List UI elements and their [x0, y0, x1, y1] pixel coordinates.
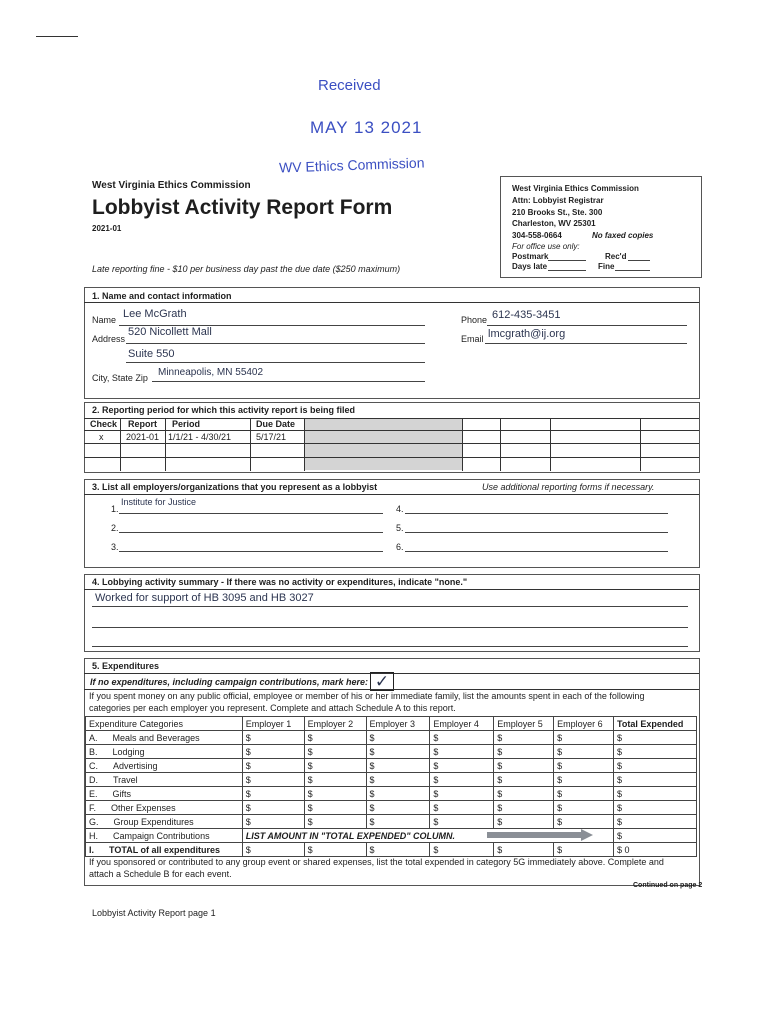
row-letter: A. [89, 732, 98, 743]
check-value[interactable]: x [99, 432, 104, 442]
table-row [86, 815, 697, 829]
amount-cell[interactable]: $ [304, 759, 366, 773]
row-label: TOTAL of all expenditures [109, 844, 221, 855]
amount-cell[interactable]: $ [494, 815, 554, 829]
grid-line [84, 457, 699, 458]
row-letter: C. [89, 760, 98, 771]
header-cell: Employer 3 [366, 717, 430, 731]
amount-cell[interactable]: $ [242, 759, 304, 773]
section3-heading: 3. List all employers/organizations that you represent as a lobbyist [92, 482, 378, 492]
grid-line [84, 443, 699, 444]
amount-cell[interactable]: $ [242, 787, 304, 801]
category-cell [86, 731, 243, 745]
table-row [86, 843, 697, 857]
address-line: Attn: Lobbyist Registrar [512, 196, 604, 205]
category-cell [86, 843, 243, 857]
days-late-line [548, 270, 586, 271]
total-cell[interactable]: $ [614, 815, 697, 829]
amount-cell[interactable]: $ [494, 745, 554, 759]
employer-line [405, 532, 668, 533]
address-phone: 304-558-0664 [512, 231, 562, 240]
top-mark [36, 36, 78, 37]
grid-line [462, 418, 463, 471]
amount-cell[interactable]: $ [366, 815, 430, 829]
grid-line [500, 418, 501, 471]
row-label: Lodging [112, 746, 145, 757]
employer-line [119, 532, 383, 533]
amount-cell[interactable]: $ [554, 843, 614, 857]
page-title: Lobbyist Activity Report Form [92, 196, 393, 219]
expenditure-table [85, 716, 697, 857]
address-line: Charleston, WV 25301 [512, 219, 596, 228]
phone-label: Phone [461, 315, 488, 325]
employer-number: 1. [111, 504, 119, 514]
row-label: Advertising [113, 760, 158, 771]
category-cell [86, 829, 243, 843]
email-underline [485, 343, 687, 344]
recd-line [628, 260, 650, 261]
category-cell [86, 759, 243, 773]
page-footer: Lobbyist Activity Report page 1 [92, 908, 216, 918]
name-field[interactable]: Lee McGrath [123, 308, 187, 320]
activity-summary[interactable]: Worked for support of HB 3095 and HB 3027 [95, 592, 314, 604]
amount-cell[interactable]: $ [242, 801, 304, 815]
amount-cell[interactable]: $ [366, 843, 430, 857]
campaign-note: LIST AMOUNT IN "TOTAL EXPENDED" COLUMN. [245, 830, 455, 841]
arrow-head-icon [581, 829, 593, 841]
grid-line [165, 418, 166, 471]
category-cell [86, 773, 243, 787]
no-expenditures-label: If no expenditures, including campaign contributions, mark here: [90, 677, 369, 687]
email-label: Email [461, 334, 484, 344]
amount-cell[interactable]: $ [554, 773, 614, 787]
employer-number: 6. [396, 542, 404, 552]
office-use-label: For office use only: [512, 242, 580, 251]
amount-cell[interactable]: $ [304, 815, 366, 829]
table-header-row [86, 717, 697, 731]
instructions: categories per each employer you represent. Complete and attach Schedule A to this report. [89, 703, 456, 713]
employer-number: 5. [396, 523, 404, 533]
section1-rule [84, 302, 699, 303]
arrow-icon [487, 832, 581, 838]
summary-line [92, 646, 688, 647]
late-fine-note: Late reporting fine - $10 per business day past the due date ($250 maximum) [92, 264, 401, 274]
amount-cell[interactable]: $ [242, 815, 304, 829]
amount-cell[interactable]: $ [430, 731, 494, 745]
section3-rule [84, 494, 699, 495]
amount-cell[interactable]: $ [304, 731, 366, 745]
grid-line [84, 430, 699, 431]
org-name: West Virginia Ethics Commission [92, 180, 251, 191]
employer-1-field[interactable]: Institute for Justice [121, 497, 197, 507]
row-label: Group Expenditures [113, 816, 194, 827]
email-field[interactable]: lmcgrath@ij.org [488, 328, 566, 340]
row-label: Other Expenses [111, 802, 176, 813]
amount-cell[interactable]: $ [366, 773, 430, 787]
amount-cell[interactable]: $ [430, 773, 494, 787]
header-cell: Employer 4 [430, 717, 494, 731]
instructions: If you spent money on any public official, employee or member of his or her immediate family, list the amounts spent in each of the following [89, 691, 645, 701]
table-row [86, 745, 697, 759]
amount-cell[interactable]: $ [494, 843, 554, 857]
total-cell[interactable]: $ [614, 759, 697, 773]
total-cell[interactable]: $ [614, 801, 697, 815]
grid-line [250, 418, 251, 471]
table-row [86, 731, 697, 745]
amount-cell[interactable]: $ [554, 745, 614, 759]
amount-cell[interactable]: $ [304, 745, 366, 759]
days-late-label: Days late [512, 262, 548, 271]
amount-cell[interactable]: $ [366, 801, 430, 815]
phone-field[interactable]: 612-435-3451 [492, 309, 561, 321]
total-cell[interactable]: $ [614, 829, 697, 843]
amount-cell[interactable]: $ [366, 731, 430, 745]
table-row [86, 773, 697, 787]
continued-note: Continued on page 2 [633, 882, 703, 889]
header-cell: Total Expended [614, 717, 697, 731]
amount-cell[interactable]: $ [366, 759, 430, 773]
header-cell: Expenditure Categories [86, 717, 243, 731]
name-label: Name [92, 315, 117, 325]
city-field[interactable]: Minneapolis, MN 55402 [158, 367, 264, 378]
amount-cell[interactable]: $ [494, 801, 554, 815]
amount-cell[interactable]: $ [242, 773, 304, 787]
amount-cell[interactable]: $ [430, 815, 494, 829]
amount-cell[interactable]: $ [554, 801, 614, 815]
report-value: 2021-01 [126, 432, 160, 442]
grid-line [640, 418, 641, 471]
address-label: Address [92, 334, 126, 344]
row-letter: F. [89, 802, 97, 813]
group-event-note: attach a Schedule B for each event. [89, 869, 232, 879]
total-cell[interactable]: $ [614, 773, 697, 787]
grid-line [304, 418, 305, 471]
address2-underline [126, 362, 425, 363]
group-event-note: If you sponsored or contributed to any group event or shared expenses, list the total expended in category 5G immediately above. Complete and [89, 857, 664, 867]
amount-cell[interactable]: $ [242, 843, 304, 857]
col-period: Period [172, 419, 201, 429]
section4-heading: 4. Lobbying activity summary - If there was no activity or expenditures, indicate "none." [92, 577, 468, 587]
amount-cell[interactable]: $ [554, 787, 614, 801]
col-due-date: Due Date [256, 419, 296, 429]
employer-line [405, 551, 668, 552]
amount-cell[interactable]: $ [366, 787, 430, 801]
form-id: 2021-01 [92, 224, 122, 233]
amount-cell[interactable]: $ [494, 759, 554, 773]
row-letter: D. [89, 774, 98, 785]
amount-cell[interactable]: $ [494, 787, 554, 801]
grid-line [120, 418, 121, 471]
row-letter: E. [89, 788, 98, 799]
commission-stamp: WV Ethics Commission [278, 154, 425, 176]
postmark-line [548, 260, 586, 261]
category-cell [86, 801, 243, 815]
row-label: Gifts [112, 788, 132, 799]
section5-heading: 5. Expenditures [92, 661, 160, 671]
amount-cell[interactable]: $ [430, 787, 494, 801]
amount-cell[interactable]: $ [242, 745, 304, 759]
table-row [86, 829, 697, 843]
city-underline [152, 381, 425, 382]
received-stamp: Received [318, 77, 381, 94]
amount-cell[interactable]: $ [430, 745, 494, 759]
header-cell: Employer 2 [304, 717, 366, 731]
summary-line [92, 606, 688, 607]
header-cell: Employer 1 [242, 717, 304, 731]
category-cell [86, 745, 243, 759]
amount-cell[interactable]: $ [304, 843, 366, 857]
address-field-2[interactable]: Suite 550 [128, 348, 175, 360]
section4-rule [84, 589, 699, 590]
header-cell: Employer 6 [554, 717, 614, 731]
amount-cell[interactable]: $ [430, 843, 494, 857]
category-cell [86, 787, 243, 801]
col-check: Check [90, 419, 118, 429]
amount-cell[interactable]: $ [304, 801, 366, 815]
col-report: Report [128, 419, 157, 429]
no-fax-note: No faxed copies [592, 231, 654, 240]
campaign-note-cell [242, 829, 613, 843]
address-underline [126, 343, 425, 344]
address-field[interactable]: 520 Nicollett Mall [128, 326, 212, 338]
header-cell: Employer 5 [494, 717, 554, 731]
row-label: Campaign Contributions [113, 830, 210, 841]
amount-cell[interactable]: $ [304, 787, 366, 801]
address-line: 210 Brooks St., Ste. 300 [512, 208, 603, 217]
row-letter: G. [89, 816, 99, 827]
employer-number: 2. [111, 523, 119, 533]
fine-label: Fine [598, 262, 615, 271]
section2-heading: 2. Reporting period for which this activity report is being filed [92, 405, 356, 415]
section1-heading: 1. Name and contact information [92, 291, 232, 301]
phone-underline [487, 325, 687, 326]
employer-line [405, 513, 668, 514]
employer-number: 3. [111, 542, 119, 552]
received-date: MAY 13 2021 [310, 118, 423, 137]
amount-cell[interactable]: $ [430, 759, 494, 773]
amount-cell[interactable]: $ [366, 745, 430, 759]
employer-line [119, 551, 383, 552]
table-row [86, 759, 697, 773]
city-label: City, State Zip [92, 373, 148, 383]
amount-cell[interactable]: $ [304, 773, 366, 787]
no-expenditures-checkbox[interactable]: ✓ [370, 672, 394, 691]
total-cell[interactable]: $ [614, 787, 697, 801]
table-row [86, 801, 697, 815]
section3-box [84, 479, 700, 568]
period-value: 1/1/21 - 4/30/21 [168, 432, 232, 442]
section5-rule [84, 689, 699, 690]
row-letter: I. [89, 844, 95, 855]
amount-cell[interactable]: $ [554, 731, 614, 745]
due-value: 5/17/21 [256, 432, 287, 442]
row-letter: H. [89, 830, 98, 841]
amount-cell[interactable]: $ [554, 759, 614, 773]
grid-line [550, 418, 551, 471]
employer-number: 4. [396, 504, 404, 514]
table-row [86, 787, 697, 801]
amount-cell[interactable]: $ [494, 731, 554, 745]
employer-line [119, 513, 383, 514]
row-label: Meals and Beverages [112, 732, 200, 743]
row-label: Travel [113, 774, 138, 785]
total-cell[interactable]: $ [614, 745, 697, 759]
summary-line [92, 627, 688, 628]
amount-cell[interactable]: $ [242, 731, 304, 745]
grand-total-cell[interactable]: $ 0 [614, 843, 697, 857]
amount-cell[interactable]: $ [494, 773, 554, 787]
amount-cell[interactable]: $ [430, 801, 494, 815]
total-cell[interactable]: $ [614, 731, 697, 745]
shaded-area [305, 419, 462, 470]
section3-note: Use additional reporting forms if necessary. [482, 482, 655, 492]
recd-label: Rec'd [605, 252, 627, 261]
row-letter: B. [89, 746, 98, 757]
category-cell [86, 815, 243, 829]
postmark-label: Postmark [512, 252, 549, 261]
amount-cell[interactable]: $ [554, 815, 614, 829]
address-line: West Virginia Ethics Commission [512, 184, 639, 193]
fine-line [615, 270, 650, 271]
